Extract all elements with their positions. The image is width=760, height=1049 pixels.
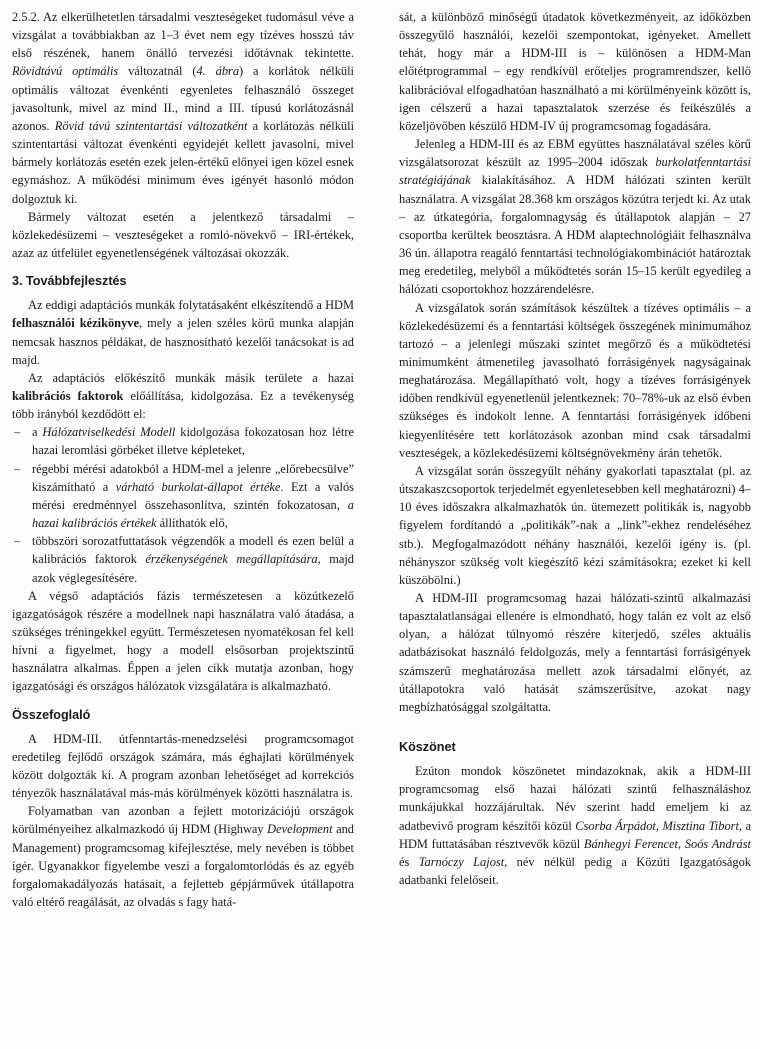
paragraph-jelenleg: Jelenleg a HDM-III és az EBM együttes használatával széles körű vizsgálatsorozat készült az 1995–2004 időszak burkolatfenntartási stratégiájának kialakításához. A HDM hálózati szinten került használatra. A vizsgálat 28.368 km országos közútra terjedt ki. Az utak – az útkategória, forgalomnagyság és útállapotok alapján – 27 csoportba kerültek beosztásra. A HDM alaptechnológiáit felhasználva 36 ún. állapotra reagáló fenntartási technológiakombinációt határoztak meg eredetileg, melyből a működtetés során 15–15 került egyedileg a hálózati csoportokhoz hozzárendelésre.: [399, 137, 751, 297]
paragraph-osszefoglalo-1: A HDM-III. útfenntartás-menedzselési programcsomagot eredetileg fejlődő országok számára, más éghajlati körülmények között dolgozták ki. A program azonban lehetőséget ad korrekciós tényezők használatával más-más körülmények közötti használatra is.: [12, 731, 354, 801]
paragraph-2-5-2: 2.5.2. Az elkerülhetetlen társadalmi veszteségeket tudomásul véve a vizsgálat a továbbiakban az 1–3 évet nem egy tízéves hosszú táv első részének, hanem önálló tervezési időtávnak tekintette. Rövidtávú optimális változatnál (4. ábra) a korlátok nélküli optimális változat évenkénti egyenletes felhasználó összeget javasoltunk, mivel az mind II., mind a III. típusú korlátozásnál azonos. Rövid távú szintentartási változatként a korlátozás nélküli szintentartási változat évenkénti egyidejét kellett javasolni, mivel bármely korlátozás esetén ezek jelen-értékű előnyei igen közel esnek egymáshoz. A működési minimum éves igényét hasonló módon dolgoztuk ki.: [12, 10, 355, 206]
paragraph-vizsgalatok: A vizsgálatok során számítások készültek a tízéves optimális – a közlekedésüzemi és a fenntartási költségek összegének minimumához tartozó – a jelenlegi műszaki szintet megőrző és a működtetési minimumként átmenetileg javasolható forrásigények nagyságainak meghatározása. Megállapítható volt, hogy a tízéves forrásigények időben rendkívül egyenetlenül jelentkeznek: 70–78%-uk az első évben szükséges és indokolt lenne. A fenntartási forrásigények időbeni kiegyenlítésére tett korlátozások azonban mind csak társadalmi veszteségek, a közlekedésüzemi költségnövekmény árán tehetők.: [399, 300, 751, 460]
right-column: [399, 8, 751, 889]
paragraph-vegso: A végső adaptációs fázis természetesen a közútkezelő igazgatóságok részére a modellnek napi használatra való átadása, a szükséges tréningekkel együtt. Természetesen nyomatékosan fel kell hívni a figyelmet, hogy a modell elsősorban projektszintű használatra alkalmas. Éppen a jelen cikk mutatja azonban, hogy igazgatósági és országos hálózatok vizsgálatára is alkalmazható.: [12, 588, 354, 694]
activity-list: [12, 423, 354, 586]
list-item: – többszöri sorozatfuttatások végzendők a modell és ezen belül a kalibrációs faktorok érzékenységének megállapítására, majd azok véglegesítésére.: [14, 534, 354, 585]
paragraph-elokeszito: Az adaptációs előkészítő munkák másik területe a hazai kalibrációs faktorok előállítása, kidolgozása. Ez a tevékenység több irányból kezdődött el:: [12, 370, 355, 422]
left-column: [12, 8, 354, 911]
section-heading-osszefoglalo: Összefoglaló: [12, 707, 91, 722]
paragraph-tapasztalat: A vizsgálat során összegyűlt néhány gyakorlati tapasztalat (pl. az útszakaszcsoportok terjedelmét egyenletesebben kell meghatározni) 4–10 éves időszakra alkalmazhatók ún. ütemezett politikák is, nagyobb figyelem fordítandó a „politikák”-nak a „link”-ekhez rendeléséhez stb.). Megfogalmazódott néhány használói, kezelői igény is. (pl. néhányszor szükség volt kiegészítő kézi számításokra; ezeket ki kell küszöbölni.): [399, 463, 751, 587]
paragraph-continued: sát, a különböző minőségű útadatok következményeit, az időközben összegyűlő használói, kezelői szempontokat, igényeket. Amellett tehát, hogy már a HDM-III is – különösen a HDM-Man előtétprogrammal – egy rendkívül erőteljes programrendszer, kellő kalibrációval elfogadhatóan használható a mi körülményeink között is, igen célszerű a hazai tapasztalatok szerzése és feikészülés a közeljövőben készülő HDM-IV új programcsomag fogadására.: [399, 10, 751, 133]
section-heading-tovabbfejlesztes: 3. Továbbfejlesztés: [12, 274, 127, 289]
paragraph-koszonet: Ezúton mondok köszönetet mindazoknak, akik a HDM-III programcsomag első hazai hálózati szintű felhasználáshoz munkájukkal hozzájárultak. Név szerint hadd emeljem ki az adatbevivő program készítői közül Csorba Árpádot, Misztina Tibort, a HDM futtatásában résztvevők közül Bánhegyi Ferencet, Soós Andrást és Tarnóczy Lajost, név nélkül pedig a Közúti Igazgatóságok adatbanki felelőseit.: [399, 764, 751, 888]
list-item: – a Hálózatviselkedési Modell kidolgozása fokozatosan hoz létre hazai leromlási görbéket illetve képleteket,: [14, 425, 354, 458]
section-heading-koszonet: Köszönet: [399, 740, 456, 755]
paragraph-eddigi: Az eddigi adaptációs munkák folytatásaként elkészítendő a HDM felhasználói kézikönyve, mely a jelen széles körű munka alapján nemcsak hasznos példákat, de hasznosítható kezelői tanácsokat is ad majd.: [12, 298, 354, 367]
paragraph-barmely: Bármely változat esetén a jelentkező társadalmi – közlekedésüzemi – veszteségeket a romló-növekvő – IRI-értékek, azaz az útfelület egyenetlenségének változásai okozzák.: [12, 209, 354, 261]
paragraph-osszefoglalo-2: Folyamatban van azonban a fejlett motorizációjú országok körülményeihez alkalmazkodó új HDM (Highway Development and Management) programcsomag kifejlesztése, mely nevében is többet ígér. Ugyanakkor figyelembe veszi a forgalomtorlódás és az egyéb forgalomakadályozás hatásait, a fejletteb gépjárművek útállapotra való eltérő reagálását, az olvadás s fagy hatá-: [12, 804, 354, 910]
list-item: – régebbi mérési adatokból a HDM-mel a jelenre „előrebecsülve” kiszámítható a várható burkolat-állapot értéke. Ezt a valós mérési eredménnyel összehasonlítva, szintén fokozatosan, a hazai kalibrációs értékek állíthatók elő,: [14, 461, 354, 531]
paragraph-hdm-iii: A HDM-III programcsomag hazai hálózati-szintű alkalmazási tapasztalatlanságai ellenére is elmondható, hogy talán ez volt az első olyan, a hálózat túlnyomó részére kiterjedő, széles aktuális adatbázisokat használó feldolgozás, mely a fenntartási forrásigények számszerű meghatározása mellett azok társadalmi előnyét, az útállapotokra való hatását számszerűsítve, azokat nagy megbízhatósággal szolgáltatta.: [399, 591, 751, 714]
